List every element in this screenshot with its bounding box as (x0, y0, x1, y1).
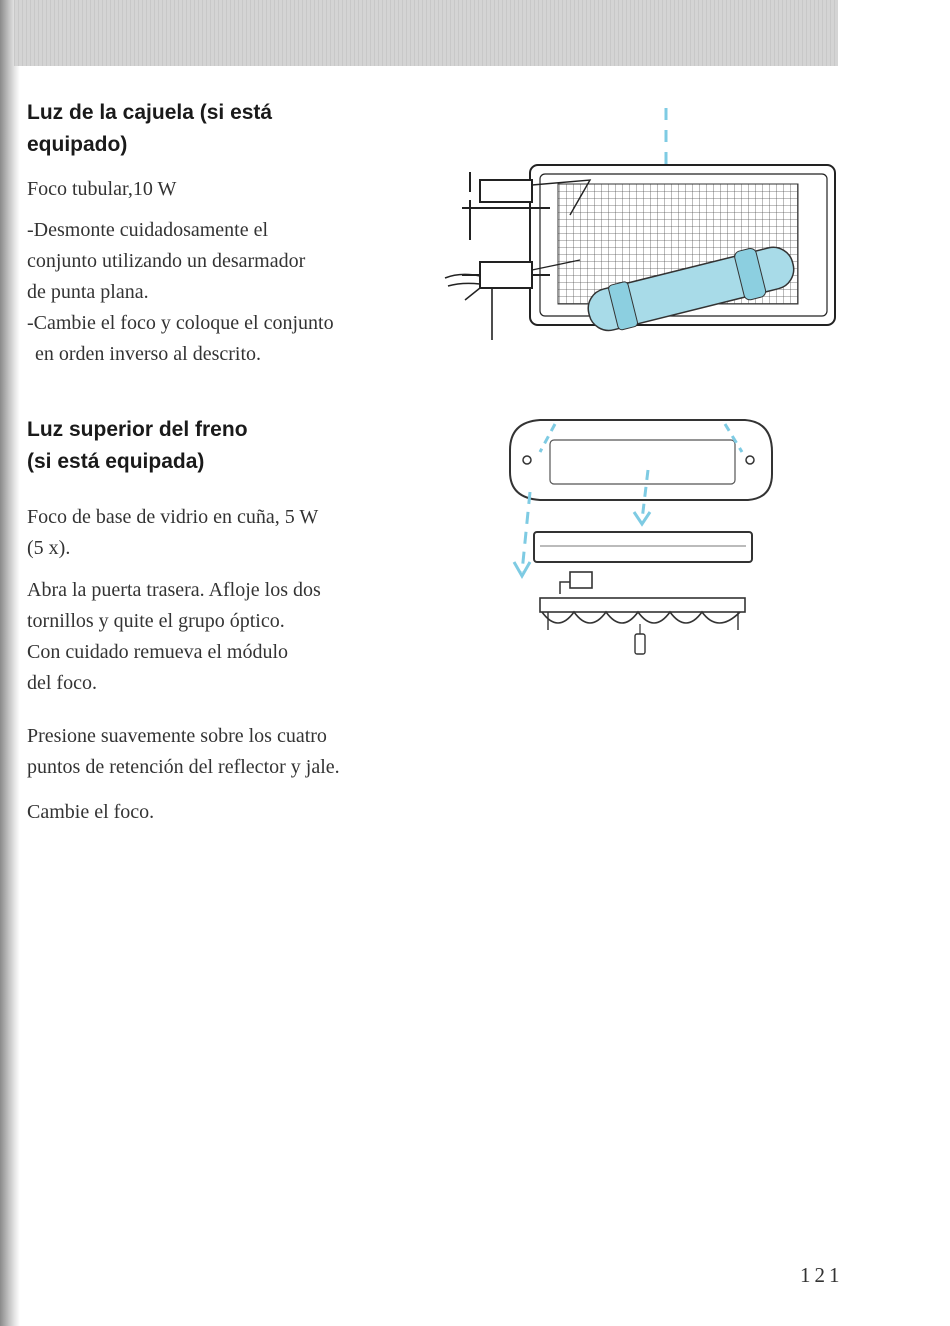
text-line: Con cuidado remueva el módulo (27, 641, 289, 663)
heading-line: Luz de la cajuela (si está (27, 101, 273, 124)
text-line: tornillos y quite el grupo óptico. (27, 610, 285, 632)
brake-step-1 (27, 575, 321, 699)
text-line: puntos de retención del reflector y jale. (27, 756, 340, 778)
text-line: -Cambie el foco y coloque el conjunto (27, 312, 334, 334)
text-line: del foco. (27, 672, 97, 694)
page-edge-shadow (0, 0, 20, 1326)
brake-light-diagram (500, 412, 785, 662)
heading-line: Luz superior del freno (27, 418, 248, 441)
page-number: 121 (800, 1263, 844, 1287)
text-line: Abra la puerta trasera. Afloje los dos (27, 579, 321, 601)
text-line: Presione suavemente sobre los cuatro (27, 725, 327, 747)
trunk-bulb-spec: Foco tubular,10 W (27, 178, 177, 200)
heading-line: (si está equipada) (27, 450, 205, 473)
text-line: (5 x). (27, 537, 71, 559)
brake-light-heading (27, 414, 248, 478)
trunk-steps (27, 215, 334, 370)
text-line: conjunto utilizando un desarmador (27, 250, 306, 272)
heading-line: equipado) (27, 133, 128, 156)
text-line: en orden inverso al descrito. (35, 343, 262, 365)
text-line: Foco de base de vidrio en cuña, 5 W (27, 506, 319, 528)
trunk-light-heading (27, 97, 272, 161)
text-line: de punta plana. (27, 281, 149, 303)
trunk-lamp-diagram (440, 100, 840, 345)
header-band (14, 0, 838, 66)
brake-bulb-spec (27, 502, 318, 564)
text-line: -Desmonte cuidadosamente el (27, 219, 269, 241)
brake-step-2 (27, 721, 340, 783)
brake-step-3: Cambie el foco. (27, 801, 155, 823)
